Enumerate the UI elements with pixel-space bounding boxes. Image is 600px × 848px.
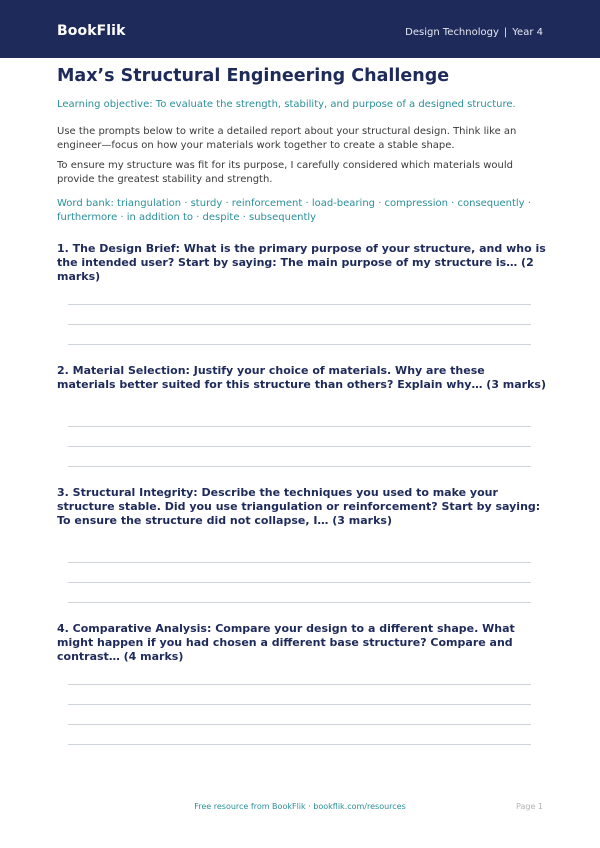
example-starter: To ensure my structure was fit for its purpose, I carefully considered which materials would provide the greatest stability and strength. [57,160,513,185]
answer-line[interactable] [68,446,531,447]
footer-credit: Free resource from BookFlik · bookflik.com/resources [194,802,406,811]
word-bank: Word bank: triangulation · sturdy · reinforcement · load-bearing · compression · consequently · furthermore · in addition to · despite · subsequently [57,198,531,223]
header-separator: | [503,27,508,38]
answer-line[interactable] [68,466,531,467]
question-3: 3. Structural Integrity: Describe the techniques you used to make your structure stable. Did you use triangulation or reinforcement? Start by saying: To ensure the structure did not collapse, I… (3 marks) [57,486,541,527]
answer-line[interactable] [68,602,531,603]
question-1: 1. The Design Brief: What is the primary purpose of your structure, and who is the intended user? Start by saying: The main purpose of my structure is… (2 marks) [57,242,546,283]
answer-line[interactable] [68,724,531,725]
answer-line[interactable] [68,562,531,563]
intro-text: Use the prompts below to write a detailed report about your structural design. Think like an engineer—focus on how your materials work together to create a stable shape. [57,126,517,151]
answer-line[interactable] [68,426,531,427]
answer-line[interactable] [68,582,531,583]
subject-label: Design Technology [405,27,499,38]
brand-logo: BookFlik [57,23,126,39]
question-2: 2. Material Selection: Justify your choice of materials. Why are these materials better suited for this structure than others? Explain why… (3 marks) [57,364,547,391]
page-title: Max’s Structural Engineering Challenge [57,66,450,86]
answer-line[interactable] [68,304,531,305]
header-meta [405,27,543,38]
answer-line[interactable] [68,684,531,685]
year-label: Year 4 [512,27,543,38]
answer-line[interactable] [68,744,531,745]
page-number: Page 1 [516,802,543,811]
header-bar [0,0,600,58]
answer-line[interactable] [68,704,531,705]
answer-line[interactable] [68,344,531,345]
question-4: 4. Comparative Analysis: Compare your design to a different shape. What might happen if you had chosen a different base structure? Compare and contrast… (4 marks) [57,622,515,663]
answer-line[interactable] [68,324,531,325]
learning-objective: Learning objective: To evaluate the strength, stability, and purpose of a designed structure. [57,99,516,110]
